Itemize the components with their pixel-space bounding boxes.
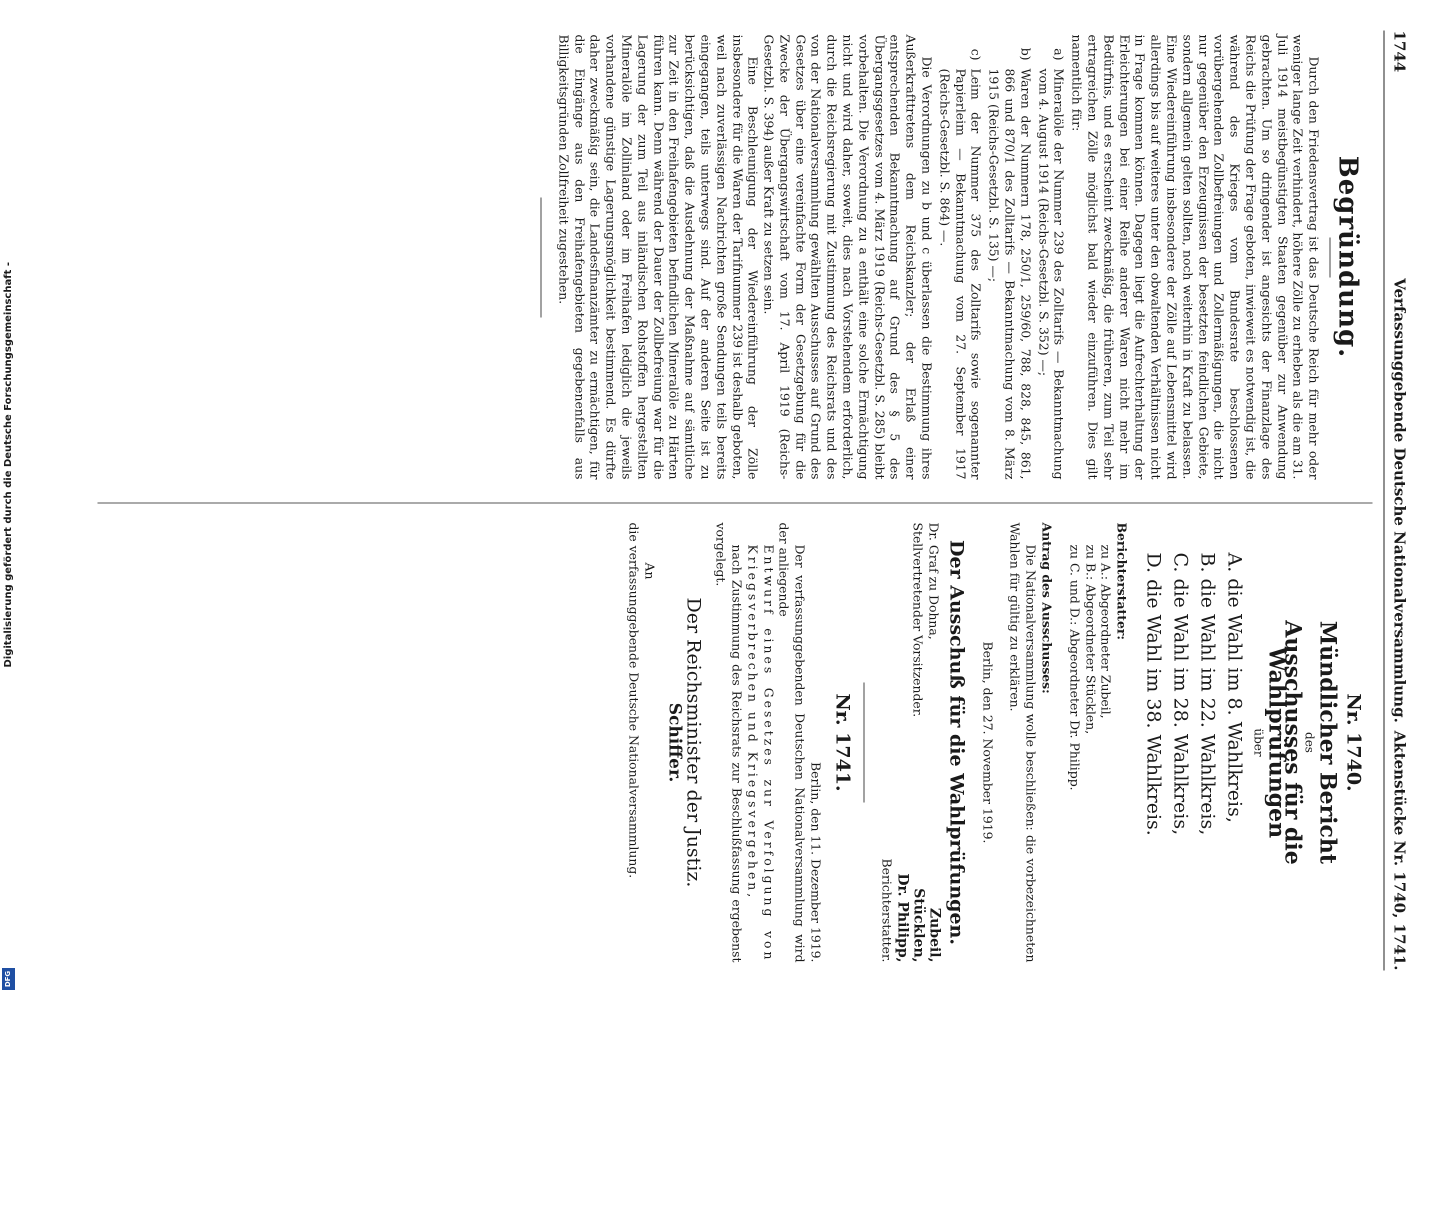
committee-name: Der Ausschuß für die Wahlprüfungen. [945,540,968,945]
section-heading: Begründung. [1332,155,1363,359]
reporter-name: Dr. Philipp, [894,873,911,963]
minister-name: Schiffer. [664,702,685,783]
date-line: Berlin, den 27. November 1919. [980,641,996,844]
dfg-logo: DFG [2,968,15,990]
paragraph: Eine Beschleunigung der Wiedereinführung der Zölle insbesondere für die Waren der Tarifnummer 239 ist deshalb geboten, weil nach zuverlässigen Nachrichten große Sendungen teils bereits eingegangen, teils unterwegs sind. Auf der anderen Seite ist zu berücksichtigen, daß die Ausdehnung der Maßnahme auf sämtliche zur Zeit in den Freihafengebieten befindlichen Mineralöle zu Härten führen kann. Denn während der Dauer der Zollbefreiung war für die Lagerung der zum Teil aus inländischen Rohstoffen hergestellten Mineralöle im Zollinland oder im Freihafen lediglich die jeweils vorhandene günstige Lagerungsmöglichkeit bestimmend. Es dürfte daher zweckmäßig sein, die Landesfinanzämter zu ermächtigen, für die Eingänge aus den Freihafengebieten gegebenenfalls aus Billigkeitsgründen Zollfreiheit zugestehen. [556,34,761,480]
chair-role: Stellvertretender Vorsitzender. [910,522,926,718]
document-number: Nr. 1740. [1342,693,1365,792]
chair-name: Dr. Graf zu Dohna, [926,522,942,640]
list-item [937,35,984,480]
page-number: 1744 [1390,30,1409,73]
election-item: B. die Wahl im 22. Wahlkreis, [1196,552,1219,836]
reporter-line: zu C. und D.: Abgeordneter Dr. Philipp. [1067,544,1083,791]
item-label: a) [1051,48,1067,61]
document-numbers: Aktenstücke Nr. 1740, 1741. [1390,730,1409,971]
reporter-line: zu B.: Abgeordneter Stücklen, [1083,544,1099,735]
bill-title: Entwurf eines Gesetzes zur Verfolgung von Kriegsverbrechen und Kriegsvergehen, [745,544,777,963]
left-column [526,35,1368,480]
margin-strip [0,0,18,1000]
address-text: Der verfassunggebenden Deutschen Nationalversammlung wird der anliegende [776,522,808,963]
motion-text: Die Nationalversammlung wolle beschließen: die vorbezeichneten Wahlen für gültig zu erklären. [1007,522,1039,963]
recipient: die verfassunggebende Deutsche Nationalversammlung. [626,522,642,879]
document-page [68,21,1413,981]
item-text: Waren der Nummern 178, 250/1, 259/60, 788, 828, 845, 861, 866 und 870/1 des Zolltarifs — Bekanntmachung vom 8. März 1915 (Reichs-Gesetzbl. S. 135) —; [986,68,1034,480]
column-divider [98,503,1373,504]
connector-text: über [1251,728,1266,757]
election-item: C. die Wahl im 28. Wahlkreis, [1169,552,1192,836]
item-text: Leim der Nummer 375 des Zolltarifs sowie sogenannter Papierleim — Bekanntmachung vom 27. September 1917 (Reichs-Gesetzbl. S. 864) —. [937,68,984,480]
reporters-role: Berichterstatter. [879,858,895,963]
divider [863,683,864,803]
election-item: A. die Wahl im 8. Wahlkreis, [1223,552,1246,823]
recipient-prefix: An [642,562,658,580]
reporters-signature [878,859,941,963]
paragraph: Durch den Friedensvertrag ist das Deutsche Reich für mehr oder weniger lange Zeit verhindert, höhere Zölle zu erheben als die am 31. Juli 1914 meistbegünstigten Staaten gegenüber zur Anwendung gebrachten. Um so dringender ist angesichts der Finanzlage des Reichs die Prüfung der Frage geboten, inwieweit es notwendig ist, die während des Krieges vom Bundesrate beschlossenen vorübergehenden Zollbefreiungen und Zollermäßigungen, die nicht nur gegenüber den Erzeugnissen der besetzten feindlichen Gebiete, sondern allgemein gelten sollten, noch weiterhin in Kraft zu belassen. Eine Wiedereinführung insbesondere der Zölle auf Lebensmittel wird allerdings bis auf weiteres unter den obwaltenden Verhältnissen nicht in Frage kommen können. Dagegen liegt die Aufrechterhaltung der Erleichterungen bei einer Reihe anderer Waren nicht mehr im Bedürfnis, und es erscheint zweckmäßig, die früheren, zum Teil sehr ertragreichen Zölle möglichst bald wieder einzuführen. Dies gilt namentlich für: [1069,34,1322,480]
chair-signature [878,523,941,718]
right-column [626,523,1369,963]
list-item [986,35,1033,480]
document-number: Nr. 1741. [831,693,854,792]
item-label: c) [968,48,984,61]
election-item: D. die Wahl im 38. Wahlkreis. [1142,552,1165,836]
connector-text: des [1302,732,1317,753]
item-label: b) [1018,47,1034,61]
reporter-line: zu A.: Abgeordneter Zubeil, [1098,544,1114,719]
divider [540,197,541,317]
minister-title: Der Reichsminister der Justiz. [682,597,705,888]
running-head [1384,31,1407,971]
digitization-note: Digitalisierung gefördert durch die Deutsche Forschungsgemeinschaft - [3,262,14,668]
signature-block [878,523,941,963]
address-text: nach Zustimmung des Reichsrats zur Beschlußfassung ergebenst vorgelegt. [713,522,745,963]
report-title: Mündlicher Bericht [1314,620,1341,865]
running-title: Verfassunggebende Deutsche Nationalversammlung. [1390,278,1409,723]
committee-title: Ausschusses für die Wahlprüfungen [1263,620,1306,865]
reporter-name: Zubeil, [926,907,943,963]
date-line: Berlin, den 11. Dezember 1919. [808,762,824,963]
paragraph: Die Verordnungen zu b und c überlassen die Bestimmung ihres Außerkrafttretens dem Reichskanzler; der Erlaß einer entsprechenden Bekanntmachung auf Grund des § 5 des Übergangsgesetzes vom 4. März 1919 (Reichs-Gesetzbl. S. 285) bleibt vorbehalten. Die Verordnung zu a enthält eine solche Ermächtigung nicht und wird daher, soweit, dies nach Vorstehendem erforderlich, durch die Reichsregierung mit Zustimmung des Reichsrats und des von der Nationalversammlung gewählten Ausschusses auf Grund des Gesetzes über eine vereinfachte Form der Gesetzgebung für die Zwecke der Übergangswirtschaft vom 17. April 1919 (Reichs-Gesetzbl. S. 394) außer Kraft zu setzen sein. [761,34,935,480]
item-text: Mineralöle der Nummer 239 des Zolltarifs — Bekanntmachung vom 4. August 1914 (Reichs-Gesetzbl. S. 352) —; [1036,68,1067,480]
divider [1330,237,1331,277]
reporter-name: Stücklen, [910,888,927,963]
reporters-heading: Berichterstatter: [1114,522,1130,640]
motion-heading: Antrag des Ausschusses: [1039,522,1055,694]
list-item [1035,35,1067,480]
